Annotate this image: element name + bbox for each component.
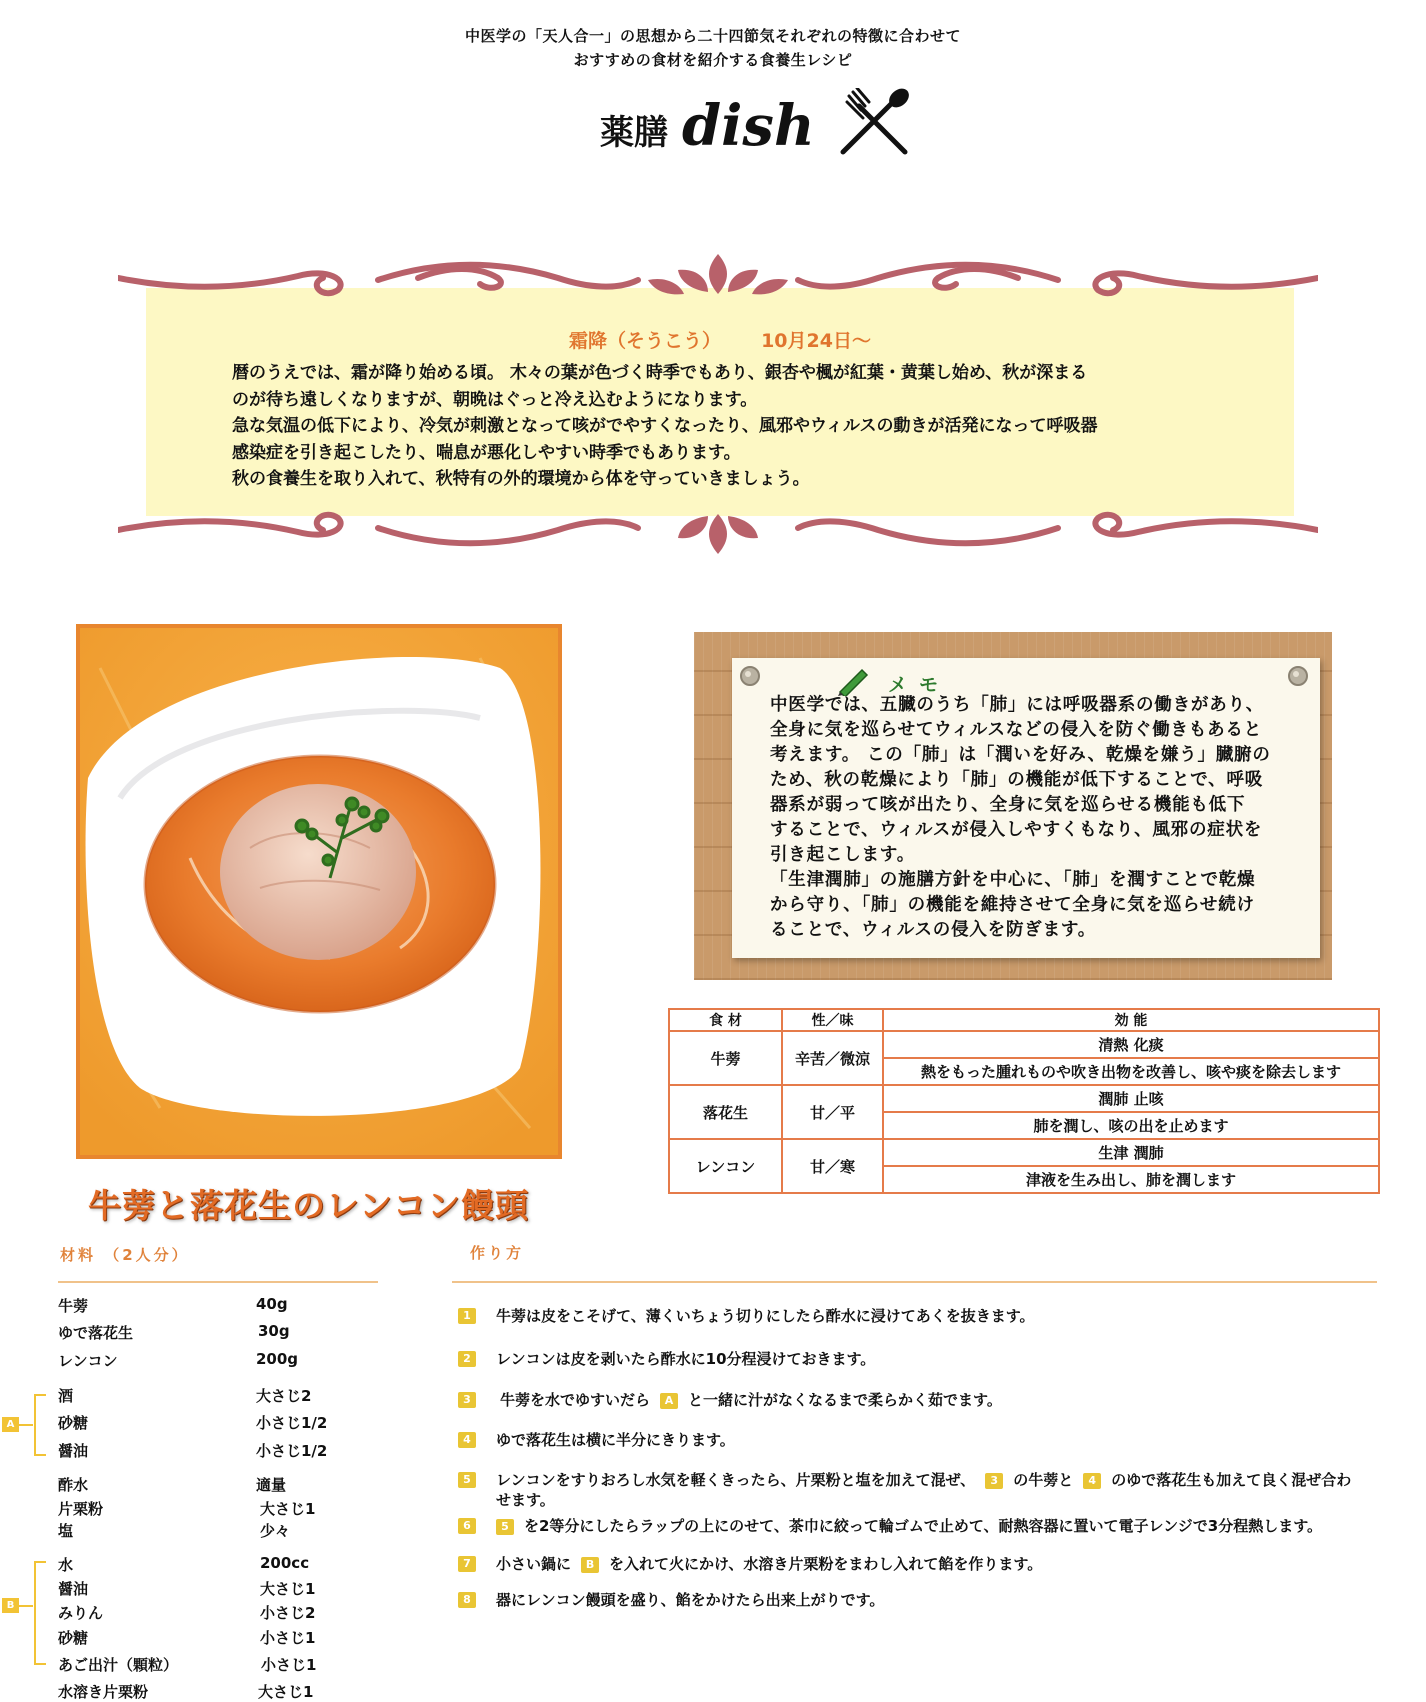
memo-line: ため、秋の乾燥により「肺」の機能が低下することで、呼吸 <box>770 770 1264 790</box>
group-b-label: B <box>2 1598 19 1613</box>
season-line: のが待ち遠しくなりますが、朝晩はぐっと冷え込むようになります。 <box>232 389 758 410</box>
ingredient-amount: 200cc <box>260 1554 310 1572</box>
memo-line: することで、ウィルスが侵入しやすくもなり、風邪の症状を <box>770 820 1263 840</box>
ingredient-amount: 30g <box>258 1322 290 1340</box>
memo-text <box>770 693 1310 943</box>
brand-jp: 薬膳 <box>600 113 668 153</box>
dish-photo-illustration <box>80 628 558 1155</box>
season-line: 感染症を引き起こしたり、喘息が悪化しやすい時季でもあります。 <box>232 442 741 463</box>
method-heading: 作り方 <box>470 1244 525 1262</box>
ingredient-amount: 適量 <box>256 1476 287 1494</box>
ingredient-name: 醤油 <box>58 1442 89 1460</box>
memo-line: ることで、ウィルスの侵入を防ぎます。 <box>770 920 1097 940</box>
food-effect-desc: 熱をもった腫れものや吹き出物を改善し、咳や痰を除去します <box>883 1058 1379 1085</box>
memo-line: 考えます。 この「肺」は「潤いを好み、乾燥を嫌う」臓腑の <box>770 745 1271 765</box>
ingredient-amount: 小さじ1 <box>261 1656 317 1674</box>
memo-line: 中医学では、五臓のうち「肺」には呼吸器系の働きがあり、 <box>770 695 1265 715</box>
ornament-top <box>118 250 1318 302</box>
season-name: 霜降（そうこう） <box>569 330 722 352</box>
step-text-part: レンコンをすりおろし水気を軽くきったら、片栗粉と塩を加えて混ぜ、 <box>496 1471 976 1489</box>
ingredient-name: 醤油 <box>58 1580 89 1598</box>
ingredient-amount: 小さじ2 <box>260 1604 316 1622</box>
step-text-part: 牛蒡を水でゆすいだら <box>500 1391 651 1409</box>
ingredient-amount: 大さじ1 <box>258 1683 314 1701</box>
ingredient-amount: 小さじ1/2 <box>256 1442 328 1460</box>
food-effect-desc: 肺を潤し、咳の出を止めます <box>883 1112 1379 1139</box>
memo-line: 「生津潤肺」の施膳方針を中心に、「肺」を潤すことで乾燥 <box>770 870 1256 890</box>
step-text-part: を入れて火にかけ、水溶き片栗粉をまわし入れて餡を作ります。 <box>609 1555 1043 1573</box>
season-line: 秋の食養生を取り入れて、秋特有の外的環境から体を守っていきましょう。 <box>232 469 810 489</box>
ingredient-name: 水 <box>58 1556 74 1574</box>
food-properties-table <box>668 1008 1380 1194</box>
header-effect: 効 能 <box>883 1009 1379 1031</box>
table-row <box>669 1139 1379 1166</box>
ingredient-amount: 少々 <box>260 1522 291 1540</box>
brand-logo <box>600 88 915 158</box>
ingredient-name: 塩 <box>58 1522 74 1540</box>
memo-line: から守り、「肺」の機能を維持させて全身に気を巡らせ続け <box>770 895 1255 915</box>
header-food: 食 材 <box>669 1009 782 1031</box>
step-text: ゆで落花生は横に半分にきります。 <box>496 1431 735 1449</box>
step-number: 3 <box>458 1392 476 1408</box>
ingredient-name: 水溶き片栗粉 <box>58 1683 149 1701</box>
group-a-bracket <box>34 1394 46 1456</box>
ingredients-heading: 材料 （2人分） <box>60 1246 190 1264</box>
ingredient-amount: 小さじ1 <box>260 1629 316 1647</box>
ingredient-name: 砂糖 <box>58 1629 89 1647</box>
pushpin-icon <box>738 664 762 688</box>
header-nature: 性／味 <box>782 1009 883 1031</box>
ingredient-amount: 大さじ2 <box>256 1387 312 1405</box>
season-line: 急な気温の低下により、冷気が刺激となって咳がでやすくなったり、風邪やウィルスの動きが活発になって呼吸器 <box>232 416 1098 436</box>
group-b-bracket <box>34 1561 46 1665</box>
ingredient-name: ゆで落花生 <box>58 1324 134 1342</box>
pushpin-icon <box>1286 664 1310 688</box>
dish-title: 牛蒡と落花生のレンコン饅頭 <box>88 1186 530 1225</box>
ingredient-name: 酒 <box>58 1387 74 1405</box>
food-nature: 甘／寒 <box>782 1139 883 1193</box>
season-description <box>232 360 1232 493</box>
memo-line: 引き起こします。 <box>770 845 915 865</box>
step-ref-badge: B <box>581 1557 599 1573</box>
step-text-continued: せます。 <box>496 1491 555 1509</box>
step-text-part: のゆで落花生も加えて良く混ぜ合わ <box>1111 1471 1352 1489</box>
step-number: 1 <box>458 1308 476 1324</box>
step-text-part: の牛蒡と <box>1013 1471 1074 1489</box>
step-ref-badge: 3 <box>985 1473 1003 1489</box>
ingredient-amount: 40g <box>256 1295 288 1313</box>
step-ref-badge: A <box>660 1393 678 1409</box>
food-name: 落花生 <box>669 1085 782 1139</box>
food-nature: 辛苦／微涼 <box>782 1031 883 1085</box>
food-effect: 清熱 化痰 <box>883 1031 1379 1058</box>
group-b-connector <box>19 1605 33 1607</box>
food-name: レンコン <box>669 1139 782 1193</box>
step-text: 牛蒡は皮をこそげて、薄くいちょう切りにしたら酢水に浸けてあくを抜きます。 <box>496 1307 1035 1325</box>
step-ref-badge: 4 <box>1083 1473 1101 1489</box>
table-header-row <box>669 1009 1379 1031</box>
method-divider <box>452 1281 1377 1283</box>
step-text <box>500 1390 1002 1410</box>
dish-photo <box>76 624 562 1159</box>
season-title <box>146 326 1294 353</box>
step-text <box>496 1516 1322 1536</box>
intro-line-1: 中医学の「天人合一」の思想から二十四節気それぞれの特徴に合わせて <box>464 27 961 45</box>
step-number: 4 <box>458 1432 476 1448</box>
step-text: レンコンは皮を剥いたら酢水に10分程浸けておきます。 <box>496 1350 876 1368</box>
ingredient-name: 片栗粉 <box>58 1500 104 1518</box>
food-effect: 生津 潤肺 <box>883 1139 1379 1166</box>
ingredient-name: レンコン <box>58 1352 118 1370</box>
group-a-label: A <box>2 1417 19 1432</box>
ingredient-name: 砂糖 <box>58 1414 89 1432</box>
step-number: 5 <box>458 1472 476 1488</box>
food-name: 牛蒡 <box>669 1031 782 1085</box>
step-text <box>496 1554 1042 1574</box>
memo-line: 全身に気を巡らせてウィルスなどの侵入を防ぐ働きもあると <box>770 720 1262 740</box>
memo-line: 器系が弱って咳が出たり、全身に気を巡らせる機能も低下 <box>770 795 1246 815</box>
ingredient-name: みりん <box>58 1604 104 1622</box>
step-text-part: 小さい鍋に <box>496 1555 572 1573</box>
step-number: 8 <box>458 1592 476 1608</box>
season-line: 暦のうえでは、霜が降り始める頃。 木々の葉が色づく時季でもあり、銀杏や楓が紅葉・黄葉し始め、秋が深まる <box>232 363 1088 383</box>
ingredient-amount: 小さじ1/2 <box>256 1414 328 1432</box>
season-date: 10月24日～ <box>761 330 871 352</box>
ingredient-name: 牛蒡 <box>58 1297 89 1315</box>
fork-spoon-icon <box>837 88 915 158</box>
step-text: 器にレンコン饅頭を盛り、餡をかけたら出来上がりです。 <box>496 1591 885 1609</box>
pencil-icon <box>836 666 870 696</box>
intro-text <box>0 24 1426 72</box>
step-ref-badge: 5 <box>496 1519 514 1535</box>
step-text <box>496 1470 1351 1490</box>
ingredients-divider <box>58 1281 378 1283</box>
step-text-part: と一緒に汁がなくなるまで柔らかく茹でます。 <box>688 1391 1002 1409</box>
food-effect: 潤肺 止咳 <box>883 1085 1379 1112</box>
ingredient-name: 酢水 <box>58 1476 89 1494</box>
table-row <box>669 1085 1379 1112</box>
ingredient-name: あご出汁（顆粒） <box>58 1656 179 1674</box>
memo-heading: メモ <box>888 674 951 696</box>
ingredient-amount: 大さじ1 <box>260 1500 316 1518</box>
ornament-bottom <box>118 506 1318 558</box>
step-number: 7 <box>458 1556 476 1572</box>
ingredient-amount: 大さじ1 <box>260 1580 316 1598</box>
ingredient-amount: 200g <box>256 1350 299 1368</box>
step-number: 6 <box>458 1518 476 1534</box>
table-row <box>669 1031 1379 1058</box>
step-number: 2 <box>458 1351 476 1367</box>
step-text-part: を2等分にしたらラップの上にのせて、茶巾に絞って輪ゴムで止めて、耐熱容器に置いて電子レンジで3分程熱します。 <box>524 1517 1323 1535</box>
food-nature: 甘／平 <box>782 1085 883 1139</box>
food-effect-desc: 津液を生み出し、肺を潤します <box>883 1166 1379 1193</box>
brand-en: dish <box>682 93 815 159</box>
group-a-connector <box>19 1424 33 1426</box>
intro-line-2: おすすめの食材を紹介する食養生レシピ <box>573 51 853 69</box>
